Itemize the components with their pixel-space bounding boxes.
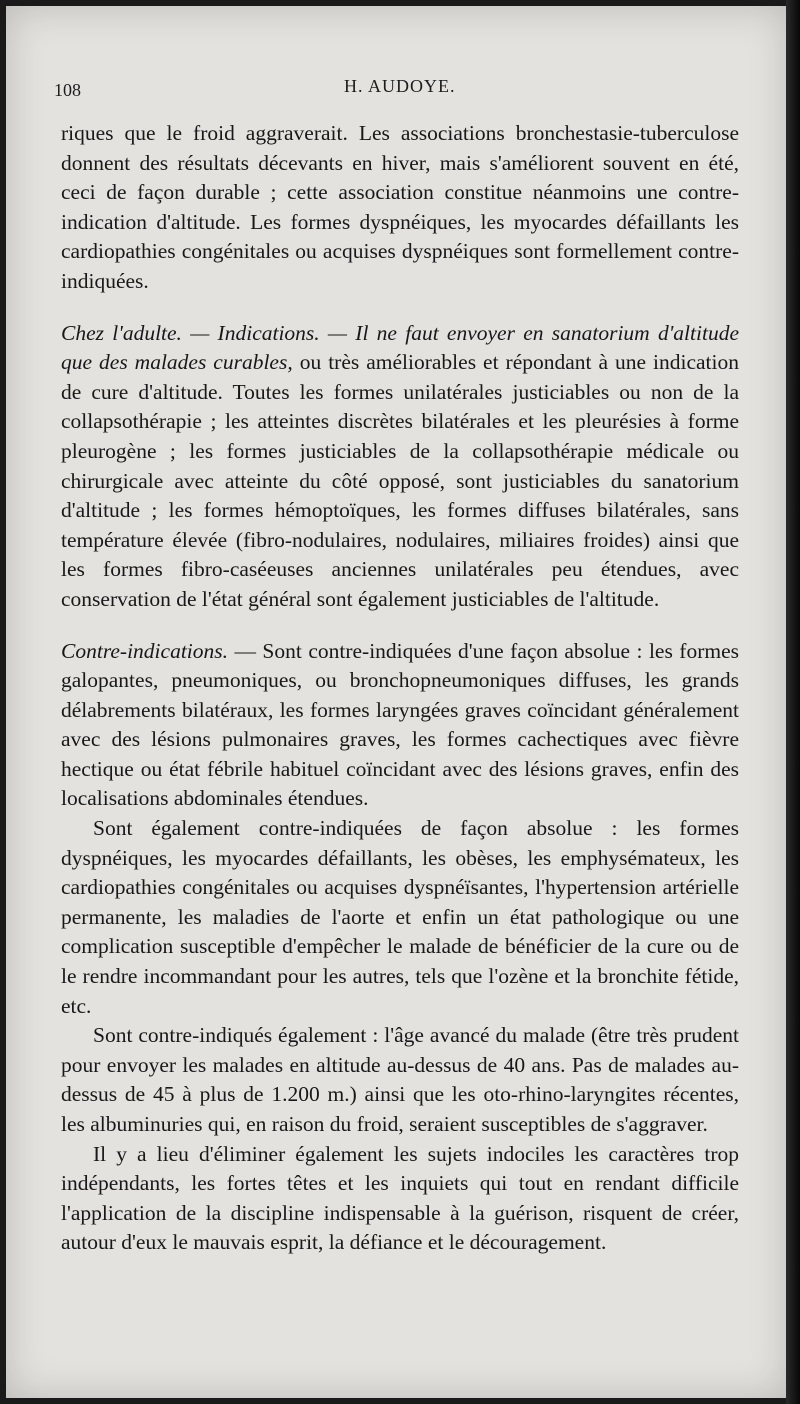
paragraph-6 [61, 1140, 739, 1258]
indications-text: ou très améliorables et répondant à une indication de cure d'altitude. Toutes les formes unilatérales justiciables ou non de la collapsothérapie ; les atteintes discrètes bilatérales et les pleurésies à forme pleurogène ; les formes justiciables de la collapsothérapie médicale ou chirurgicale avec atteinte du côté opposé, sont justiciables du sanatorium d'altitude ; les formes hémoptoïques, les formes diffuses bilatérales, sans température élevée (fibro-nodulaires, nodulaires, miliaires froides) ainsi que les formes fibro-caséeuses anciennes unilatérales peu étendues, avec conservation de l'état général sont également justiciables de l'altitude. [61, 350, 740, 611]
indications-heading: Chez l'adulte. — Indications. — Il ne faut envoyer en sanatorium d'altitude que des malades curables, [61, 320, 739, 375]
document-page [6, 6, 788, 1398]
body-text [61, 119, 739, 1258]
paragraph-4 [61, 814, 739, 1021]
paragraph-indications [61, 319, 739, 615]
running-title: H. AUDOYE. [344, 76, 456, 96]
paragraph-1-text: riques que le froid aggraverait. Les associations bronchestasie-tuberculose donnent des résultats décevants en hiver, mais s'améliorent souvent en été, ceci de façon durable ; cette association constitue néanmoins une contre-indication d'altitude. Les formes dyspnéiques, les myocardes défaillants les cardiopathies congénitales ou acquises dyspnéiques sont formellement contre-indiquées. [61, 121, 739, 293]
paragraph-6-text: Il y a lieu d'éliminer également les sujets indociles les caractères trop indépendants, les fortes têtes et les inquiets qui tout en rendant difficile l'application de la discipline indispensable à la guérison, risquent de créer, autour d'eux le mauvais esprit, la défiance et le découragement. [61, 1141, 739, 1255]
contre-indications-heading: Contre-indications. [61, 638, 229, 663]
contre-indications-text: — Sont contre-indiquées d'une façon absolue : les formes galopantes, pneumoniques, ou bronchopneumoniques diffuses, les grands délabrements bilatéraux, les formes laryngées graves coïncidant généralement avec des lésions pulmonaires graves, les formes cachectiques avec fièvre hectique ou état fébrile habituel coïncidant avec des lésions graves, enfin des localisations abdominales étendues. [61, 638, 739, 811]
page-number: 108 [54, 80, 81, 100]
paragraph-5-text: Sont contre-indiqués également : l'âge avancé du malade (être très prudent pour envoyer les malades en altitude au-dessus de 40 ans. Pas de malades au-dessus de 45 à plus de 1.200 m.) ainsi que les oto-rhino-laryngites récentes, les albuminuries qui, en raison du froid, seraient susceptibles de s'aggraver. [61, 1023, 739, 1136]
page-header [54, 76, 754, 106]
scan-edge-shadow [786, 0, 800, 1404]
paragraph-5 [61, 1021, 739, 1139]
paragraph-contre-indications [61, 637, 739, 815]
paragraph-1 [61, 119, 739, 297]
paragraph-4-text: Sont également contre-indiquées de façon absolue : les formes dyspnéiques, les myocardes défaillants, les obèses, les emphysémateux, les cardiopathies congénitales ou acquises dyspnéïsantes, l'hypertension artérielle permanente, les maladies de l'aorte et enfin un état pathologique ou une complication susceptible d'empêcher le malade de bénéficier de la cure ou de le rendre incommandant pour les autres, tels que l'ozène et la bronchite fétide, etc. [61, 816, 739, 1018]
